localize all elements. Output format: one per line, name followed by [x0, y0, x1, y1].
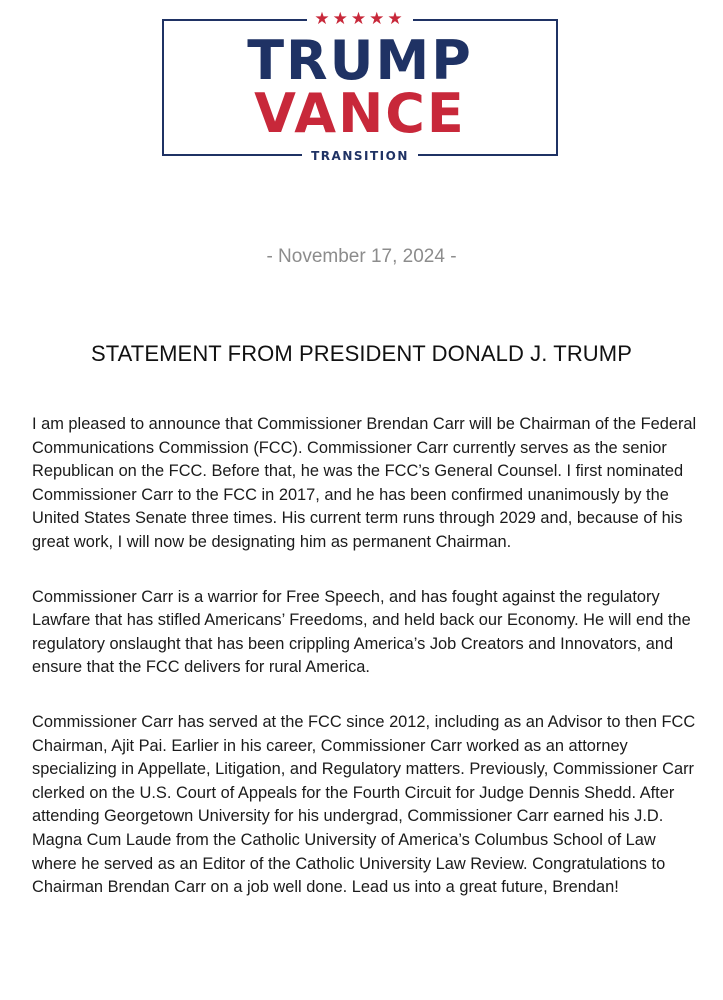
logo-word-transition: TRANSITION	[311, 149, 409, 163]
statement-date: - November 17, 2024 -	[266, 246, 457, 267]
logo-stars-icon: ★★★★★	[314, 9, 406, 28]
logo-word-vance: VANCE	[254, 82, 466, 145]
logo-word-trump: TRUMP	[247, 29, 473, 92]
paragraph-1: I am pleased to announce that Commissioner Brendan Carr will be Chairman of the Federal Communications Commission (FCC). Commissioner Carr currently serves as the senior Republican on the FCC. Before that, he was the FCC’s General Counsel. I first nominated Commissioner Carr to the FCC in 2017, and he has been confirmed unanimously by the United States Senate three times. His current term runs through 2029 and, because of his great work, I will now be designating him as permanent Chairman.	[32, 415, 697, 551]
paragraph-3: Commissioner Carr has served at the FCC since 2012, including as an Advisor to then FCC Chairman, Ajit Pai. Earlier in his career, Commissioner Carr worked as an attorney specializing in Appellate, Litigation, and Regulatory matters. Previously, Commissioner Carr clerked on the U.S. Court of Appeals for the Fourth Circuit for Judge Dennis Shedd. After attending Georgetown University for his undergrad, Commissioner Carr earned his J.D. Magna Cum Laude from the Catholic University of America’s Columbus School of Law where he served as an Editor of the Catholic University Law Review. Congratulations to Chairman Brendan Carr on a job well done. Lead us into a great future, Brendan!	[32, 712, 696, 897]
statement-title: STATEMENT FROM PRESIDENT DONALD J. TRUMP	[90, 341, 632, 366]
trump-vance-transition-logo	[162, 9, 558, 163]
statement-body	[32, 413, 697, 900]
paragraph-2: Commissioner Carr is a warrior for Free Speech, and has fought against the regulatory Lawfare that has stifled Americans’ Freedoms, and held back our Economy. He will end the regulatory onslaught that has been crippling America’s Job Creators and Innovators, and ensure that the FCC delivers for rural America.	[32, 587, 691, 677]
